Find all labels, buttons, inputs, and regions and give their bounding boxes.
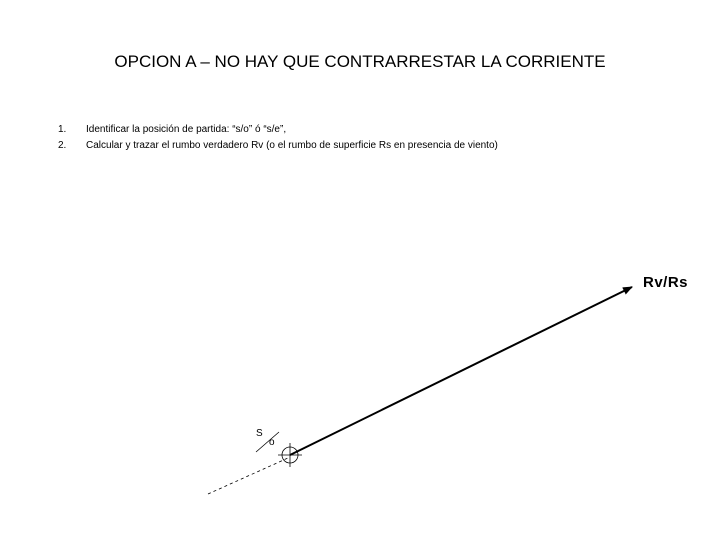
slide-title: OPCION A – NO HAY QUE CONTRARRESTAR LA CORRIENTE [114, 52, 606, 71]
start-label-s: S [256, 428, 263, 439]
course-line [290, 287, 632, 455]
start-position-fix-icon [278, 443, 302, 467]
step-number: 2. [58, 140, 67, 151]
course-label: Rv/Rs [643, 274, 689, 291]
step-text: Calcular y trazar el rumbo verdadero Rv (o el rumbo de superficie Rs en presencia de viento) [86, 140, 498, 151]
step-text: Identificar la posición de partida: “s/o” ó “s/e”, [86, 124, 287, 135]
start-label-o: o [269, 437, 275, 448]
step-number: 1. [58, 124, 67, 135]
dashed-extension-line [208, 458, 288, 494]
